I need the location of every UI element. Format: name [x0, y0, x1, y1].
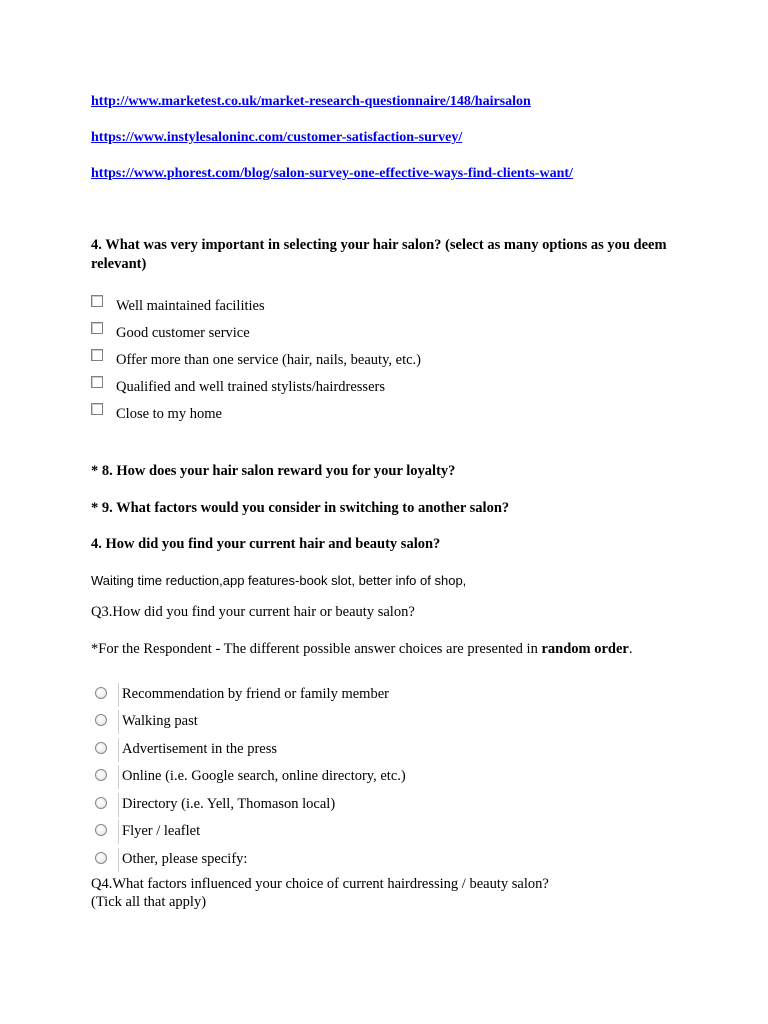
divider	[118, 820, 119, 844]
link-marketest[interactable]: http://www.marketest.co.uk/market-research-questionnaire/148/hairsalon	[91, 94, 531, 109]
radio-button-icon[interactable]	[95, 797, 107, 809]
radio-label: Recommendation by friend or family member	[122, 686, 389, 702]
radio-button-icon[interactable]	[95, 742, 107, 754]
link-instyle[interactable]: https://www.instylesaloninc.com/customer-satisfaction-survey/	[91, 130, 463, 145]
checkbox-icon[interactable]	[91, 403, 103, 415]
checkbox-label: Good customer service	[116, 325, 250, 341]
radio-button-icon[interactable]	[95, 824, 107, 836]
checkbox-label: Close to my home	[116, 406, 222, 422]
link-phorest[interactable]: https://www.phorest.com/blog/salon-survey-one-effective-ways-find-clients-want/	[91, 166, 573, 181]
radio-option[interactable]	[91, 683, 491, 709]
respondent-note-suffix: .	[628, 641, 633, 657]
question-4b-heading: 4. How did you find your current hair and beauty salon?	[91, 536, 441, 552]
radio-label: Online (i.e. Google search, online directory, etc.)	[122, 768, 406, 784]
radio-label: Directory (i.e. Yell, Thomason local)	[122, 796, 336, 812]
radio-label: Walking past	[122, 713, 198, 729]
checkbox-icon[interactable]	[91, 376, 103, 388]
radio-label: Advertisement in the press	[122, 741, 278, 757]
divider	[118, 738, 119, 762]
radio-option[interactable]	[91, 738, 491, 764]
question-9-heading: * 9. What factors would you consider in switching to another salon?	[91, 500, 510, 516]
divider	[118, 710, 119, 734]
checkbox-label: Offer more than one service (hair, nails, beauty, etc.)	[116, 352, 421, 368]
radio-label: Flyer / leaflet	[122, 823, 201, 839]
radio-option[interactable]	[91, 710, 491, 736]
checkbox-icon[interactable]	[91, 295, 103, 307]
question-4-heading: 4. What was very important in selecting your hair salon? (select as many options as you deem relevant)	[91, 237, 667, 272]
divider	[118, 848, 119, 872]
radio-button-icon[interactable]	[95, 687, 107, 699]
q3-heading: Q3.How did you find your current hair or beauty salon?	[91, 604, 415, 620]
radio-button-icon[interactable]	[95, 714, 107, 726]
checkbox-icon[interactable]	[91, 349, 103, 361]
radio-button-icon[interactable]	[95, 769, 107, 781]
question-8-heading: * 8. How does your hair salon reward you for your loyalty?	[91, 463, 456, 479]
response-note: Waiting time reduction,app features-book slot, better info of shop,	[91, 573, 467, 588]
q4-heading: Q4.What factors influenced your choice of current hairdressing / beauty salon?	[91, 876, 549, 892]
checkbox-label: Qualified and well trained stylists/hairdressers	[116, 379, 385, 395]
radio-option[interactable]	[91, 848, 491, 874]
divider	[118, 683, 119, 707]
respondent-note-prefix: *For the Respondent - The different possible answer choices are presented in	[91, 641, 542, 657]
radio-option[interactable]	[91, 820, 491, 846]
divider	[118, 793, 119, 817]
radio-button-icon[interactable]	[95, 852, 107, 864]
q4-subheading: (Tick all that apply)	[91, 894, 207, 910]
divider	[118, 765, 119, 789]
respondent-note	[91, 641, 632, 658]
checkbox-label: Well maintained facilities	[116, 298, 265, 314]
radio-option[interactable]	[91, 765, 491, 791]
checkbox-icon[interactable]	[91, 322, 103, 334]
radio-option[interactable]	[91, 793, 491, 819]
radio-label: Other, please specify:	[122, 851, 248, 867]
respondent-note-emphasis: random order	[541, 641, 629, 657]
